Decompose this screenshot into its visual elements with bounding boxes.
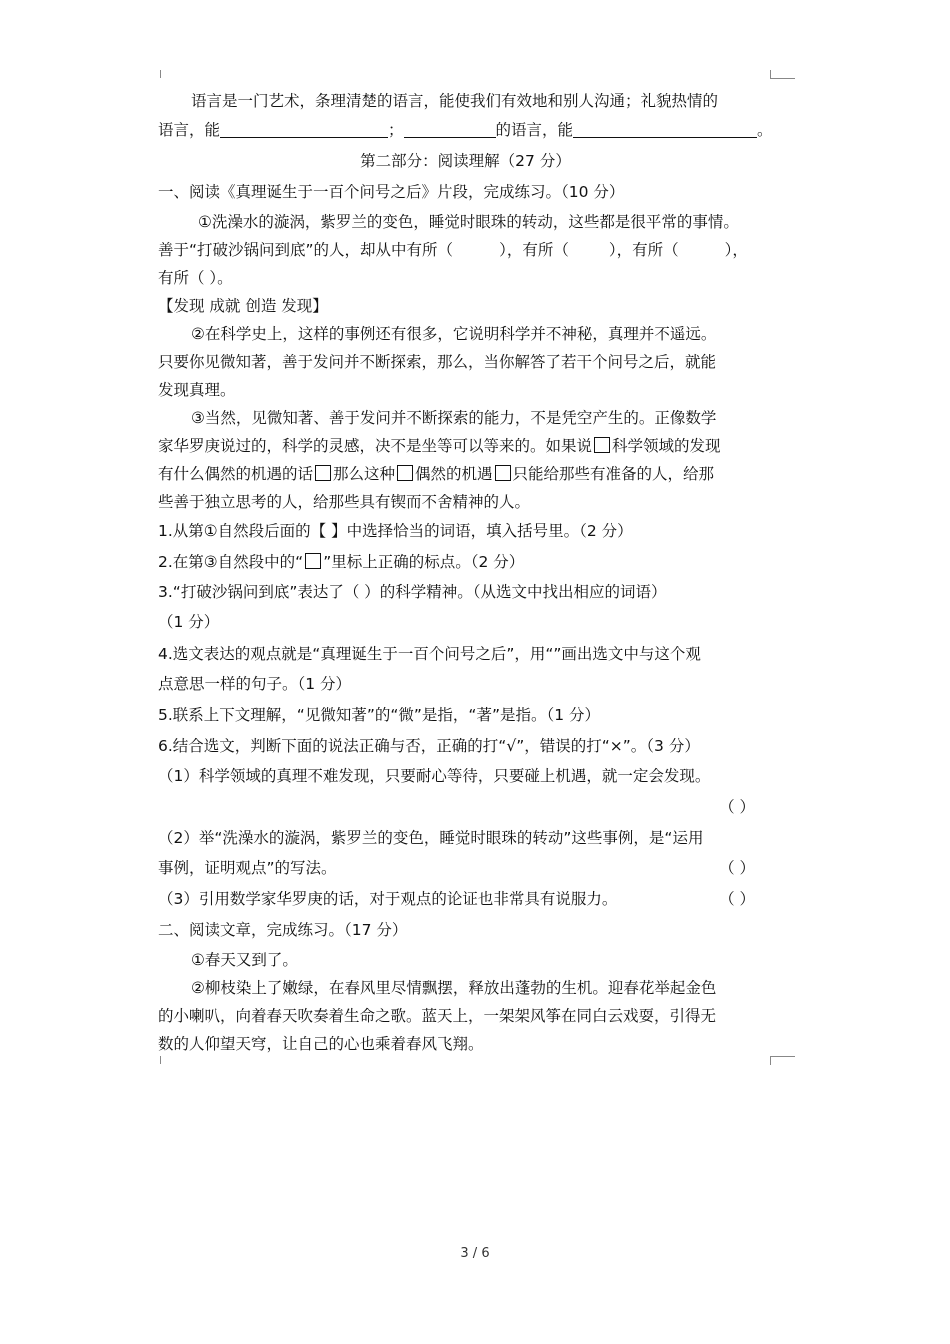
fill-blank[interactable] bbox=[404, 121, 496, 138]
punctuation-box[interactable] bbox=[397, 465, 413, 481]
judgement-item: （1）科学领域的真理不难发现，只要耐心等待，只要碰上机遇，就一定会发现。 bbox=[158, 767, 711, 785]
judgement-item: 事例，证明观点”的写法。 （ ） bbox=[158, 859, 755, 877]
punctuation-box-sample bbox=[305, 553, 321, 569]
paragraph-line: 有什么偶然的机遇的话 那么这种 偶然的机遇 只能给那些有准备的人，给那 bbox=[158, 465, 715, 483]
question-item: 1.从第①自然段后面的【 】中选择恰当的词语，填入括号里。（2 分） bbox=[158, 522, 633, 540]
paragraph-line: 善于“打破沙锅问到底”的人，却从中有所（ ），有所（ ），有所（ ）， bbox=[158, 241, 748, 259]
section-heading: 第二部分：阅读理解（27 分） bbox=[360, 152, 571, 170]
paragraph-line: ①洗澡水的漩涡，紫罗兰的变色，睡觉时眼珠的转动，这些都是很平常的事情。 bbox=[198, 213, 739, 231]
answer-slot[interactable]: （ ） bbox=[719, 890, 755, 908]
paragraph-line: 有所（ ）。 bbox=[158, 269, 233, 287]
punctuation-box[interactable] bbox=[315, 465, 331, 481]
judgement-item: （2）举“洗澡水的漩涡，紫罗兰的变色，睡觉时眼珠的转动”这些事例，是“运用 bbox=[158, 829, 704, 847]
question-item: 5.联系上下文理解，“见微知著”的“微”是指，“著”是指。（1 分） bbox=[158, 706, 601, 724]
paragraph-line: 家华罗庚说过的，科学的灵感，决不是坐等可以等来的。如果说 科学领域的发现 bbox=[158, 437, 721, 455]
answer-slot[interactable]: （ ） bbox=[719, 798, 755, 816]
punctuation-box[interactable] bbox=[594, 437, 610, 453]
paragraph-line: ②在科学史上，这样的事例还有很多，它说明科学并不神秘，真理并不遥远。 bbox=[191, 325, 717, 343]
question-item: 4.选文表达的观点就是“真理诞生于一百个问号之后”，用“”画出选文中与这个观 bbox=[158, 645, 701, 663]
paragraph-line: ③当然，见微知著、善于发问并不断探索的能力，不是凭空产生的。正像数学 bbox=[191, 409, 717, 427]
crop-mark-top-right bbox=[770, 70, 795, 79]
judgement-item: （3）引用数学家华罗庚的话，对于观点的论证也非常具有说服力。 （ ） bbox=[158, 890, 755, 908]
text-line: 语言是一门艺术，条理清楚的语言，能使我们有效地和别人沟通；礼貌热情的 bbox=[191, 92, 719, 110]
question-item: 点意思一样的句子。（1 分） bbox=[158, 675, 352, 693]
paragraph-line: ①春天又到了。 bbox=[191, 951, 298, 969]
crop-mark-bottom-right bbox=[770, 1056, 795, 1065]
crop-mark-bottom-left bbox=[154, 1056, 161, 1064]
question-title: 一、阅读《真理诞生于一百个问号之后》片段，完成练习。（10 分） bbox=[158, 183, 625, 201]
word-bank: 【发现 成就 创造 发现】 bbox=[158, 297, 328, 315]
paragraph-line: 的小喇叭，向着春天吹奏着生命之歌。蓝天上，一架架风筝在同白云戏耍，引得无 bbox=[158, 1007, 717, 1025]
fill-blank[interactable] bbox=[220, 121, 388, 138]
page-number: 3 / 6 bbox=[460, 1246, 490, 1261]
question-item: 2.在第③自然段中的“ ”里标上正确的标点。（2 分） bbox=[158, 553, 525, 571]
answer-slot[interactable]: （ ） bbox=[719, 859, 755, 877]
question-item: 6.结合选文，判断下面的说法正确与否，正确的打“√”，错误的打“×”。（3 分） bbox=[158, 737, 700, 755]
question-title: 二、阅读文章，完成练习。（17 分） bbox=[158, 921, 408, 939]
question-item: 3.“打破沙锅问到底”表达了（ ）的科学精神。（从选文中找出相应的词语） bbox=[158, 583, 667, 601]
text-line-blanks: 语言，能 ； 的语言，能 。 bbox=[158, 121, 773, 139]
crop-mark-top-left bbox=[154, 70, 161, 78]
question-item: （1 分） bbox=[158, 613, 220, 631]
paragraph-line: 发现真理。 bbox=[158, 381, 236, 399]
paragraph-line: 些善于独立思考的人，给那些具有锲而不舍精神的人。 bbox=[158, 493, 531, 511]
punctuation-box[interactable] bbox=[495, 465, 511, 481]
paragraph-line: ②柳枝染上了嫩绿，在春风里尽情飘摆，释放出蓬勃的生机。迎春花举起金色 bbox=[191, 979, 717, 997]
fill-blank[interactable] bbox=[573, 121, 757, 138]
paragraph-line: 只要你见微知著，善于发问并不断探索，那么，当你解答了若干个问号之后，就能 bbox=[158, 353, 717, 371]
paragraph-line: 数的人仰望天穹，让自己的心也乘着春风飞翔。 bbox=[158, 1035, 484, 1053]
